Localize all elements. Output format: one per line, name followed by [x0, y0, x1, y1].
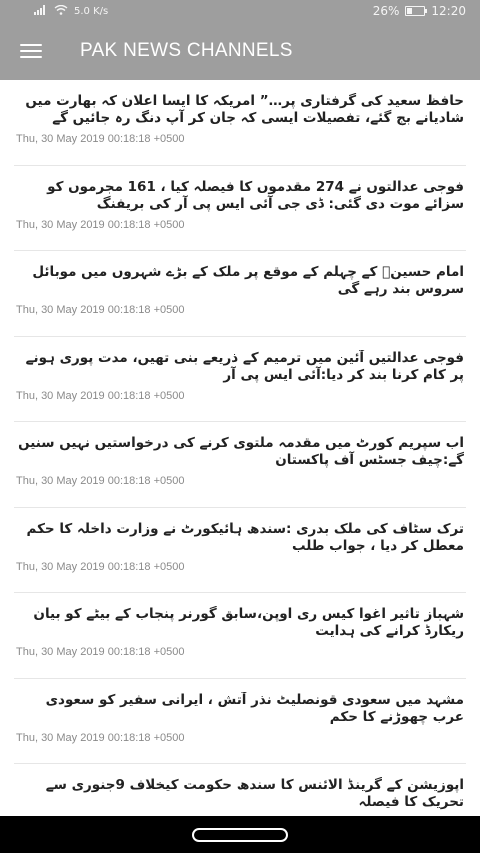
- status-right: [373, 4, 466, 18]
- news-date: Thu, 30 May 2019 00:18:18 +0500: [16, 731, 185, 744]
- app-title: PAK NEWS CHANNELS: [80, 40, 293, 61]
- news-title: اپوزیشن کے گرینڈ الائنس کا سندھ حکومت کیخلاف 9جنوری سے تحریک کا فیصلہ: [45, 777, 464, 810]
- news-title: ترک سٹاف کی ملک بدری :سندھ ہائیکورٹ نے وزارت داخلہ کا حکم معطل کر دیا ، جواب طلب: [26, 520, 464, 554]
- battery-percent: 26%: [372, 4, 400, 18]
- hamburger-menu-icon: [20, 44, 42, 58]
- app-bar: [0, 22, 480, 80]
- news-item[interactable]: [14, 337, 466, 423]
- news-item[interactable]: [14, 764, 466, 816]
- clock: 12:20: [431, 4, 466, 18]
- news-date: Thu, 30 May 2019 00:18:18 +0500: [16, 304, 185, 316]
- news-date: Thu, 30 May 2019 00:18:18 +0500: [16, 475, 185, 487]
- news-title: اب سپریم کورٹ میں مقدمہ ملتوی کرنے کی درخواستیں نہیں سنیں گے:چیف جسٹس آف پاکستان: [18, 435, 464, 468]
- wifi-icon: [54, 5, 68, 18]
- battery-fill: [407, 8, 412, 14]
- news-item[interactable]: [14, 166, 466, 252]
- news-date: Thu, 30 May 2019 00:18:18 +0500: [16, 560, 185, 573]
- status-bar: [0, 0, 480, 22]
- battery-icon: [405, 6, 425, 16]
- signal-icon: [34, 5, 48, 18]
- news-date: Thu, 30 May 2019 00:18:18 +0500: [16, 133, 185, 145]
- news-list[interactable]: [0, 80, 480, 816]
- news-item[interactable]: [14, 593, 466, 679]
- news-title: امام حسینؓ کے چہلم کے موقع پر ملک کے بڑے شہروں میں موبائل سروس بند رہے گی: [32, 264, 464, 297]
- news-item[interactable]: [14, 679, 466, 765]
- news-date: Thu, 30 May 2019 00:18:18 +0500: [16, 218, 185, 231]
- news-date: Thu, 30 May 2019 00:18:18 +0500: [16, 646, 185, 658]
- home-pill-icon[interactable]: [192, 828, 288, 842]
- navigation-bar: [0, 816, 480, 853]
- news-item[interactable]: [14, 80, 466, 166]
- news-item[interactable]: [14, 422, 466, 508]
- news-item[interactable]: [14, 251, 466, 337]
- news-title: مشہد میں سعودی قونصلیٹ نذر آتش ، ایرانی سفیر کو سعودی عرب چھوڑنے کا حکم: [45, 691, 464, 725]
- news-title: شہباز تاثیر اغوا کیس ری اوپن،سابق گورنر پنجاب کے بیٹے کو بیان ریکارڈ کرانے کی ہدایت: [33, 606, 464, 639]
- news-item[interactable]: [14, 508, 466, 594]
- news-title: حافظ سعید کی گرفتاری پر…” امریکہ کا ایسا اعلان کہ بھارت میں شادیانے بج گئے، تفصیلات ایسی کہ جان کر آپ دنگ رہ جائیں گے: [25, 93, 464, 126]
- news-date: Thu, 30 May 2019 00:18:18 +0500: [16, 389, 185, 402]
- menu-button[interactable]: [0, 22, 62, 80]
- news-title: فوجی عدالتیں آئین میں ترمیم کے ذریعے بنی تھیں، مدت پوری ہونے پر کام کرنا بند کر دیا:آئی ایس پی آر: [25, 349, 464, 383]
- news-title: فوجی عدالتوں نے 274 مقدموں کا فیصلہ کیا ، 161 مجرموں کو سزائے موت دی گئی: ڈی جی آئی ایس پی آر کی بریفنگ: [47, 178, 464, 212]
- status-left: [34, 5, 108, 18]
- network-speed: 5.0 K/s: [74, 5, 109, 17]
